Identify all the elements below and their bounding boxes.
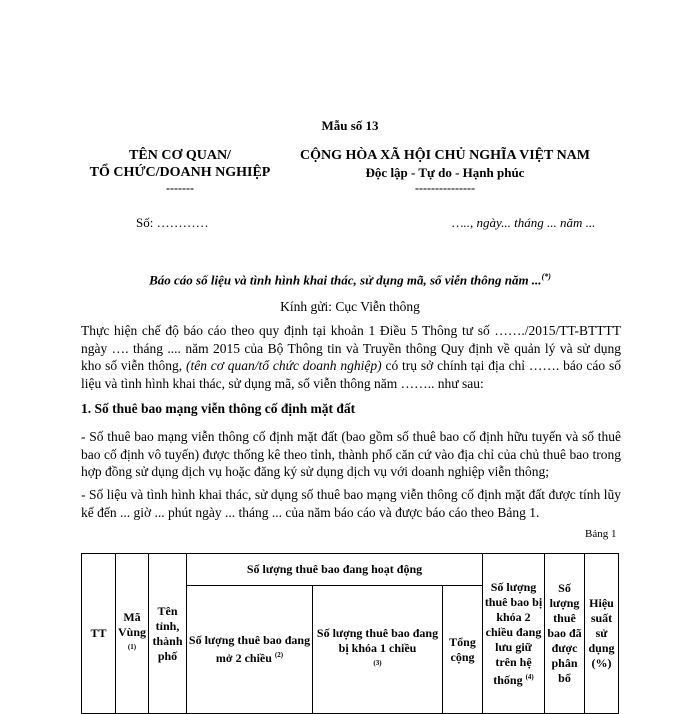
col-total: Tổng cộng (443, 586, 483, 714)
form-number: Mẫu số 13 (321, 118, 379, 133)
table-label: Bảng 1 (585, 528, 617, 540)
recipient-line: Kính gửi: Cục Viễn thông (280, 299, 420, 314)
col-allocated: Số lượng thuê bao đã được phân bổ (545, 554, 585, 714)
nation-header (295, 147, 595, 195)
col-two-way-note: (2) (274, 651, 284, 659)
col-efficiency: Hiệu suất sử dụng (%) (585, 554, 619, 714)
col-two-way (187, 586, 313, 714)
intro-paragraph (81, 322, 621, 392)
col-locked-two-way-note: (4) (525, 672, 534, 681)
agency-header (80, 147, 280, 195)
col-one-way (313, 586, 443, 714)
report-title (0, 272, 700, 288)
col-one-way-note: (3) (373, 658, 382, 667)
table-1 (81, 553, 619, 714)
section-1-paragraph-1: - Số thuê bao mạng viễn thông cố định mặt đất (bao gồm số thuê bao cố định hữu tuyến và số thuê bao cố định vô tuyến) được thống kê theo tỉnh, thành phố căn cứ vào địa chỉ của chủ thuê bao trong hợp đồng sử dụng dịch vụ hoặc đăng ký sử dụng dịch vụ với doanh nghiệp viễn thông; (81, 429, 621, 479)
agency-dash: ------- (166, 181, 194, 195)
report-title-text: Báo cáo số liệu và tình hình khai thác, sử dụng mã, số viễn thông năm ... (149, 272, 542, 288)
intro-text-a: Thực hiện chế độ báo cáo theo quy định tại khoản 1 Điều 5 Thông tư số ……./2015/TT-BTTTT ngày …. tháng .... năm 2015 của Bộ Thông tin và Truyền thông Quy định về quản lý và sử dụng kho số viễn thông, (81, 323, 621, 373)
col-active-group: Số lượng thuê bao đang hoạt động (187, 554, 483, 586)
col-ten-tinh: Tên tỉnh, thành phố (149, 554, 187, 714)
agency-line2: TỔ CHỨC/DOANH NGHIỆP (89, 165, 271, 180)
agency-line1: TÊN CƠ QUAN/ (129, 148, 231, 163)
col-locked-two-way (483, 554, 545, 714)
col-one-way-text: Số lượng thuê bao đang bị khóa 1 chiều (316, 625, 439, 655)
nation-motto: Độc lập - Tự do - Hạnh phúc (365, 165, 525, 180)
col-ma-vung-text: Mã Vùng (117, 609, 146, 639)
section-1-heading: 1. Số thuê bao mạng viễn thông cố định mặt đất (81, 401, 356, 416)
col-ma-vung (116, 554, 149, 714)
document-date: ….., ngày... tháng ... năm ... (452, 215, 596, 230)
report-title-mark: (*) (541, 272, 551, 281)
col-locked-two-way-text: Số lượng thuê bao bị khóa 2 chiều đang lưu giữ trên hệ thống (484, 579, 543, 687)
document-number: Số: ………… (136, 215, 209, 230)
nation-title: CỘNG HÒA XÃ HỘI CHỦ NGHĨA VIỆT NAM (299, 148, 590, 163)
col-ma-vung-note: (1) (127, 642, 137, 651)
col-tt: TT (82, 554, 116, 714)
intro-text-b: có trụ sở chính tại địa chỉ ……. báo cáo số liệu và tình hình khai thác, sử dụng mã, số viễn thông năm …….. như sau: (81, 358, 621, 391)
motto-dash: --------------- (415, 181, 475, 195)
intro-text-italic: (tên cơ quan/tổ chức doanh nghiệp) (185, 358, 382, 373)
section-1-paragraph-2: - Số liệu và tình hình khai thác, sử dụng số thuê bao mạng viễn thông cố định mặt đất được tính lũy kế đến ... giờ ... phút ngày ... tháng ... của năm báo cáo và được báo cáo theo Bảng 1. (81, 487, 621, 520)
col-two-way-text: Số lượng thuê bao đang mở 2 chiều (188, 633, 311, 665)
